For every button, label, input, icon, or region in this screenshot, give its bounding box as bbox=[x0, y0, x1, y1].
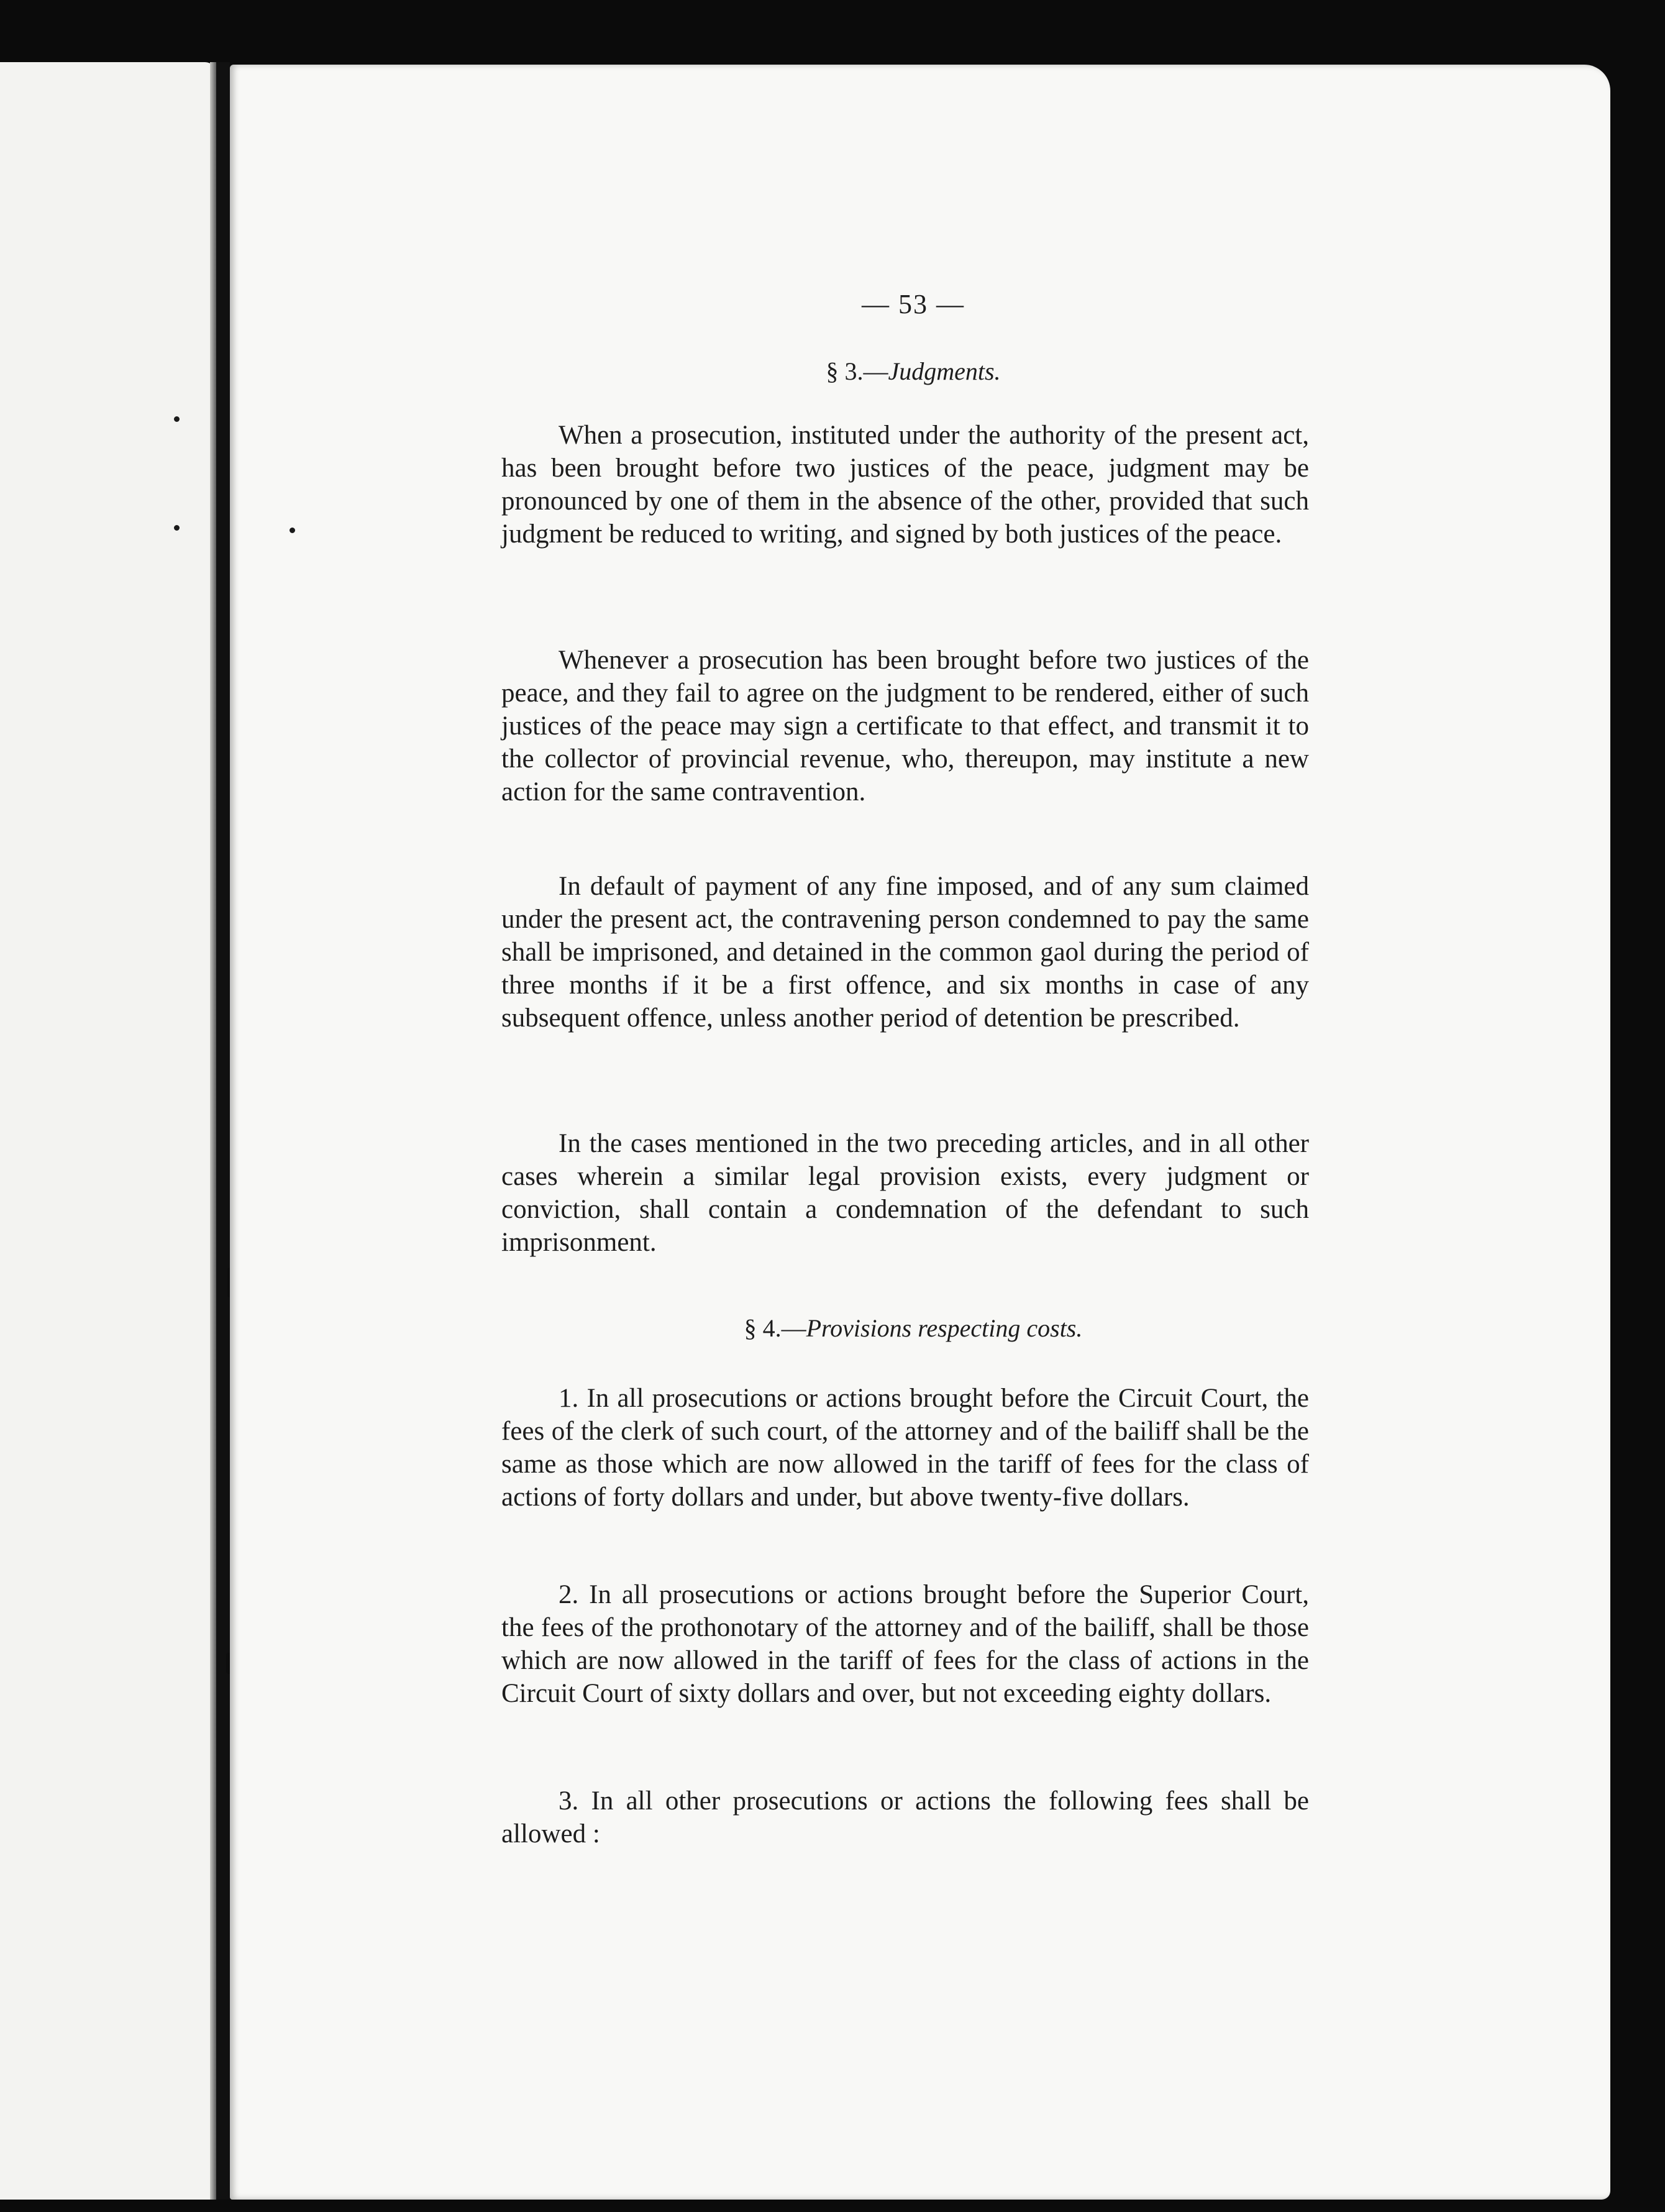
section-4-title: Provisions respecting costs. bbox=[806, 1314, 1083, 1342]
left-page-edge bbox=[210, 62, 216, 2200]
paragraph: When a prosecution, instituted under the authority of the present act, has been brought before two justices of the peace, judgment may be pronounced by one of them in the absence of the other, provided that such judgment be reduced to writing, and signed by both justices of the peace. bbox=[501, 421, 1309, 549]
speck bbox=[174, 416, 180, 422]
section-3-number: § 3.— bbox=[826, 357, 888, 385]
paragraph: Whenever a prosecution has been brought before two justices of the peace, and they fail to agree on the judgment to be rendered, either of such justices of the peace may sign a certificate to that effect, and transmit it to the collector of provincial revenue, who, thereupon, may institute a new action for the same contravention. bbox=[501, 646, 1309, 807]
section-4-heading bbox=[501, 1314, 1325, 1343]
section-3-title: Judgments. bbox=[888, 357, 1001, 385]
book-gutter bbox=[216, 62, 230, 2200]
left-page bbox=[0, 62, 216, 2200]
document-page bbox=[230, 65, 1610, 2200]
speck bbox=[174, 525, 180, 531]
speck bbox=[290, 528, 295, 533]
numbered-item: 2. In all prosecutions or actions brought before the Superior Court, the fees of the prothonotary of the attorney and of the bailiff, shall be those which are now allowed in the tariff of fees for the class of actions in the Circuit Court of sixty dollars and over, but not exceeding eighty dollars. bbox=[501, 1580, 1309, 1708]
section-3-heading bbox=[501, 357, 1325, 386]
page-number: — 53 — bbox=[862, 289, 965, 319]
numbered-item: 1. In all prosecutions or actions brought before the Circuit Court, the fees of the clerk of such court, of the attorney and of the bailiff shall be the same as those which are now allowed in the tariff of fees for the class of actions of forty dollars and under, but above twenty-five dollars. bbox=[501, 1384, 1309, 1512]
paragraph: In the cases mentioned in the two preceding articles, and in all other cases wherein a similar legal provision exists, every judgment or conviction, shall contain a condemnation of the defendant to such imprisonment. bbox=[501, 1129, 1309, 1257]
numbered-item: 3. In all other prosecutions or actions the following fees shall be allowed : bbox=[501, 1786, 1309, 1849]
paragraph: In default of payment of any fine imposed, and of any sum claimed under the present act, the contravening person condemned to pay the same shall be imprisoned, and detained in the common gaol during the period of three months if it be a first offence, and six months in case of any subsequent offence, unless another period of detention be prescribed. bbox=[501, 872, 1309, 1033]
section-4-number: § 4.— bbox=[744, 1314, 806, 1342]
